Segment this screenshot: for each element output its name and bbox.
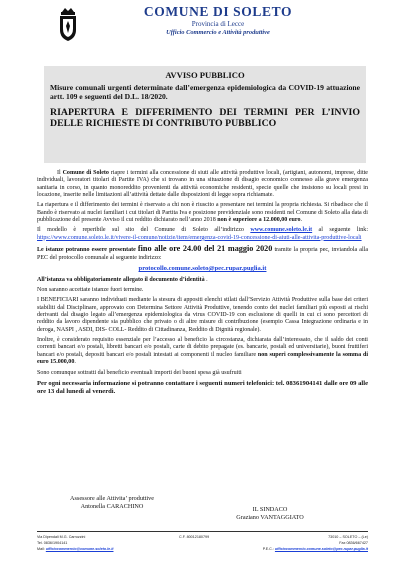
paragraph-contact: Per ogni necessaria informazione si potranno contattare i seguenti numeri telefonici: tel. 08361904141 dalle ore 09 alle ore 13 dal lunedì al venerdì.	[37, 380, 368, 395]
document-body	[37, 170, 368, 399]
p5-end: .	[204, 276, 208, 283]
office-name: Ufficio Commercio e Attività produttive	[166, 29, 270, 36]
mayor-name: Graziano VANTAGGIATO	[236, 514, 304, 521]
p1-pre: Il	[57, 170, 63, 176]
letterhead-text	[118, 4, 318, 37]
p8-text: Inoltre, è considerato requisito essenziale per l’accesso al beneficio la circostanza, dichiarata dall’interessato, che il saldo dei conti correnti bancari e/o postali, libretti bancari e/o postali, carte di debito prepagate (es. bancarie, postali ed universitarie), buoni fruttiferi bancari e/o postali, depositi bancari e/o postali intestati ai componenti il nucleo familiare	[37, 337, 368, 358]
assessor-role: Assessore alle Attivita’ produttive	[70, 495, 154, 502]
p2-income-limit: non è superiore a 12.000,00 euro	[217, 216, 301, 223]
p2-text: La riapertura e il differimento dei termini è riservato a chi non è riuscito a presentare nei termini la propria richiesta. Si ribadisce che il Bando è riservato ai nuclei familiari i cui titolari di Partita Iva e posizione previdenziale sono residenti nel Comune di Soleto alla data di pubblicazione del presente Avviso il cui reddito dichiarato nell’anno 2018	[37, 202, 368, 223]
footer-pec-link[interactable]: ufficiocommercio.comune.soleto@pec.rupar.puglia.it	[274, 547, 368, 551]
footer-col-left	[37, 534, 113, 552]
paragraph-beneficiaries: I BENEFICIARI saranno individuati mediante la stesura di appositi elenchi stilati dall’Servizio Attività Produttive sulla base dei criteri stabiliti dal Disciplinare, approvato con Determina Settore Attività Produttive, tenendo conto dei nuclei familiari più esposti ai rischi derivanti dal disagio legato all’emergenza epidemiologica da virus COVID-19 con esclusione di quelli in cui ci sono percettori di reddito da lavoro dipendente sia pubblico che privato o di altre misure di contribuzione (esempio Cassa Integrazione ordinaria e in deroga, NASPI , ASDI, DIS- COLL- Reddito di Cittadinanza, Reddito di Dignità regionale).	[37, 297, 368, 333]
footer-divider	[37, 531, 368, 532]
p1-municipality: Comune di Soleto	[62, 170, 109, 176]
form-page-link[interactable]: https://www.comune.soleto.le.it/vivere-il-comune/notizie/item/emergenza-covid-19-concessione-di-aiuti-alle-attivita-produttive-locali	[37, 234, 362, 241]
website-link[interactable]: www.comune.soleto.le.it	[250, 227, 313, 234]
letterhead	[58, 4, 358, 62]
pec-address-link[interactable]: protocollo.comune.soleto@pec.rupar.puglia.it	[138, 265, 267, 273]
paragraph-requirement	[37, 337, 368, 366]
p4-text: tramite la propria pec, inviandola alla PEC del protocollo comunale al seguente indirizzo:	[37, 247, 368, 261]
p8-end: .	[74, 359, 76, 366]
p1-text: riapre i termini alla concessione di siuti alle attività produttive locali, (artigiani, autonomi, imprese, ditte individuali, lavoratori titolari di Partite IVA) che si trovano in una situazione di disagio economico connesso alla grave emergenza sanitaria in corso, in quanto monoreddito provenienti da attività economiche residenti, specie quelle che insistono su locali presi in locazione, inserite nelle limitazioni all’attività dettate dalle disposizioni di legge sopra richiamate.	[37, 170, 368, 198]
footer-tel: Tel. 0836/1904141	[37, 541, 68, 545]
paragraph-deadline	[37, 245, 368, 262]
footer-col-mid	[179, 534, 209, 540]
paragraph-identity	[37, 277, 368, 284]
footer-mail-label: Mail:	[37, 547, 46, 551]
notice-box	[44, 66, 366, 163]
footer-pec-line	[201, 546, 368, 552]
mayor-role: IL SINDACO	[252, 506, 288, 513]
p3-text: Il modello è reperibile sul sito del Comune di Soleto all’indirizzo	[37, 227, 251, 234]
footer-cap: 73010 – SOLETO – (Le)	[328, 535, 368, 539]
footer-col-right	[287, 534, 368, 546]
pec-line	[37, 265, 368, 273]
footer-pec-label: P.E.C.:	[262, 547, 275, 551]
notice-title: RIAPERTURA E DIFFERIMENTO DEI TERMINI PER L’INVIO DELLE RICHIESTE DI CONTRIBUTO PUBBLICO	[50, 107, 360, 129]
p2-end: .	[300, 216, 303, 223]
p4-pre: Le istanze potranno essere presentate	[37, 247, 138, 254]
p3-mid: al seguente link:	[312, 227, 368, 234]
signature-mayor	[205, 506, 335, 522]
signature-assessor	[37, 495, 187, 511]
footer-mail-line	[37, 546, 113, 552]
footer-cf: C.F. 80012180799	[179, 535, 210, 539]
paragraph-reopening	[37, 202, 368, 224]
paragraph-exclusion: Sono comunque sottratti dal beneficio eventuali importi dei buoni spesa già usufruiti	[37, 369, 242, 376]
p8-threshold: non superi complessivamente la somma di euro 15.000,00	[37, 351, 369, 366]
footer-mail-link[interactable]: ufficiocommercio@comune.soleto.le.it	[45, 547, 114, 551]
notice-heading: AVVISO PUBBLICO	[165, 70, 245, 80]
province-name: Provincia di Lecce	[191, 20, 245, 28]
notice-subheading: Misure comunali urgenti determinate dall’emergenza epidemiologica da COVID-19 attuazione artt. 109 e seguenti del D.L. 18/2020.	[50, 83, 360, 101]
deadline-date: fino alle ore 24.00 del 21 maggio 2020	[137, 244, 273, 254]
municipality-name: COMUNE DI SOLETO	[143, 4, 293, 19]
municipal-crest-icon	[58, 6, 78, 42]
identity-requirement: All’istanza va obbligatoriamente allegato il documento d’identità	[37, 276, 205, 283]
paragraph-no-late: Non saranno accettate istanze fuori termine.	[37, 286, 144, 293]
footer-address: Via Dipendali M.G. Carrozzini	[37, 535, 86, 539]
paragraph-intro	[37, 170, 368, 199]
assessor-name: Antonella CARACHINO	[80, 503, 144, 510]
footer-fax: Fax 0836/667427	[339, 541, 368, 545]
paragraph-form	[37, 227, 368, 242]
